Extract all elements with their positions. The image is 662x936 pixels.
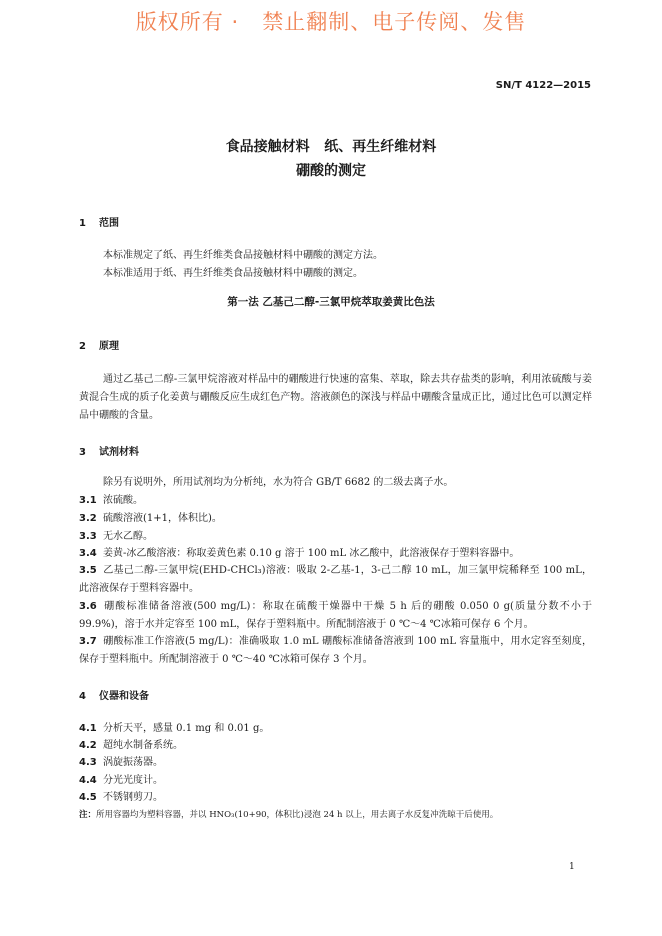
item-text: 硼酸标准储备溶液(500 mg/L)：称取在硫酸干燥器中干燥 5 h 后的硼酸 0.050 0 g(质量分数不小于 99.9%)，溶于水并定容至 100 mL，保存于塑料瓶中。所配制溶液于 0 ℃～4 ℃冰箱可保存 6 个月。 — [79, 601, 592, 630]
section-title: 原理 — [99, 341, 119, 352]
list-item — [79, 545, 592, 563]
item-number: 4.2 — [79, 740, 97, 751]
item-text: 硫酸溶液(1+1，体积比)。 — [103, 513, 222, 524]
item-number: 4.3 — [79, 757, 97, 768]
page-number: 1 — [569, 862, 575, 872]
item-text: 姜黄-冰乙酸溶液：称取姜黄色素 0.10 g 溶于 100 mL 冰乙酸中，此溶液保存于塑料容器中。 — [103, 548, 520, 559]
section-number: 3 — [79, 447, 86, 458]
item-text: 涡旋振荡器。 — [103, 757, 163, 768]
section-number: 2 — [79, 341, 86, 352]
list-item — [79, 598, 592, 634]
section-title: 范围 — [99, 218, 119, 229]
item-number: 3.3 — [79, 531, 97, 542]
item-text: 乙基己二醇-三氯甲烷(EHD-CHCl₃)溶液：吸取 2-乙基-1，3-己二醇 10 mL，加三氯甲烷稀释至 100 mL，此溶液保存于塑料容器中。 — [79, 565, 592, 594]
section-title: 试剂材料 — [99, 447, 139, 458]
list-item — [79, 720, 592, 738]
list-item — [79, 754, 592, 772]
item-text: 分光光度计。 — [103, 775, 163, 786]
item-number: 4.1 — [79, 723, 97, 734]
list-item — [79, 789, 592, 807]
list-item — [79, 737, 592, 755]
item-number: 3.4 — [79, 548, 97, 559]
item-text: 分析天平，感量 0.1 mg 和 0.01 g。 — [103, 723, 270, 734]
item-number: 3.5 — [79, 565, 97, 576]
item-number: 3.7 — [79, 636, 97, 647]
section-heading — [79, 337, 119, 352]
note-text: 所用容器均为塑料容器，并以 HNO₃(10+90，体积比)浸泡 24 h 以上，用去离子水反复冲洗晾干后使用。 — [96, 810, 499, 820]
item-number: 3.6 — [79, 601, 97, 612]
copyright-watermark: 版权所有 · 禁止翻制、电子传阅、发售 — [135, 10, 527, 34]
footnote — [79, 808, 498, 820]
item-number: 3.1 — [79, 495, 97, 506]
paragraph: 通过乙基己二醇-三氯甲烷溶液对样品中的硼酸进行快速的富集、萃取，除去共存盐类的影响，利用浓硫酸与姜黄混合生成的质子化姜黄与硼酸反应生成红色产物。溶液颜色的深浅与样品中硼酸含量成正比，通过比色可以测定样品中硼酸的含量。 — [79, 374, 592, 421]
document-title-line2: 硼酸的测定 — [296, 163, 366, 179]
item-number: 4.4 — [79, 775, 97, 786]
list-item — [79, 772, 592, 790]
item-text: 超纯水制备系统。 — [103, 740, 183, 751]
section-heading — [79, 214, 119, 229]
list-item — [79, 492, 592, 510]
item-text: 浓硫酸。 — [103, 495, 143, 506]
paragraph: 本标准适用于纸、再生纤维类食品接触材料中硼酸的测定。 — [103, 268, 363, 279]
item-number: 3.2 — [79, 513, 97, 524]
item-number: 4.5 — [79, 792, 97, 803]
document-title-line1: 食品接触材料 纸、再生纤维材料 — [225, 139, 437, 155]
note-label: 注： — [79, 810, 97, 820]
section-number: 4 — [79, 691, 86, 702]
item-text: 不锈钢剪刀。 — [103, 792, 163, 803]
list-item — [79, 633, 592, 669]
section-heading — [79, 443, 139, 458]
list-item — [79, 528, 592, 546]
item-text: 硼酸标准工作溶液(5 mg/L)：准确吸取 1.0 mL 硼酸标准储备溶液到 100 mL 容量瓶中，用水定容至刻度，保存于塑料瓶中。所配制溶液于 0 ℃～40 ℃冰箱可保存 3 个月。 — [79, 636, 592, 665]
paragraph: 除另有说明外，所用试剂均为分析纯，水为符合 GB/T 6682 的二级去离子水。 — [103, 477, 454, 488]
item-text: 无水乙醇。 — [103, 531, 153, 542]
section-number: 1 — [79, 218, 86, 229]
list-item — [79, 562, 592, 598]
section-heading — [79, 687, 149, 702]
method-title: 第一法 乙基己二醇-三氯甲烷萃取姜黄比色法 — [227, 296, 435, 308]
list-item — [79, 510, 592, 528]
section-title: 仪器和设备 — [99, 691, 149, 702]
standard-number: SN/T 4122—2015 — [495, 80, 591, 91]
paragraph: 本标准规定了纸、再生纤维类食品接触材料中硼酸的测定方法。 — [103, 250, 383, 261]
